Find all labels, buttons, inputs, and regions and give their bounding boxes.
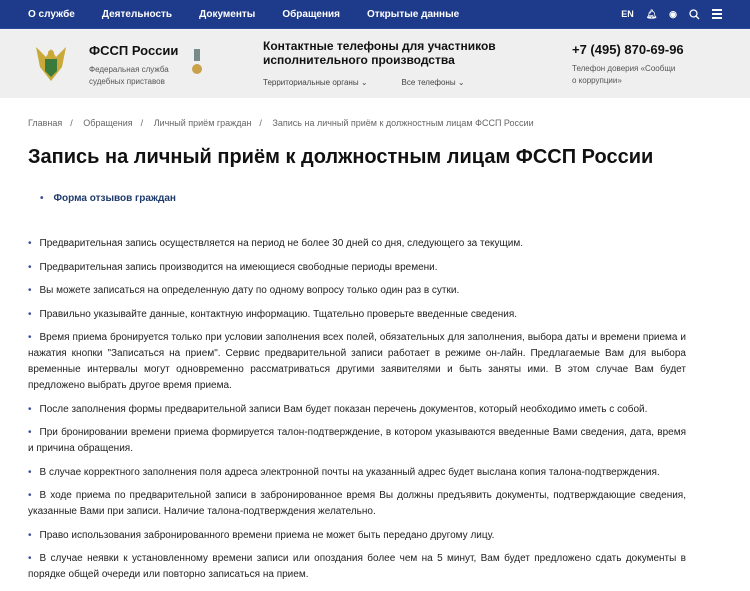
list-item: • В ходе приема по предварительной записи в забронированное время Вы должны предъявить документы, подтверждающие сведения, указанные Вами при записи. Наличие талона-подтверждения желательно.	[28, 488, 686, 520]
list-item: • После заполнения формы предварительной записи Вам будет показан перечень документов, который необходимо иметь с собой.	[28, 402, 686, 418]
menu-icon[interactable]	[712, 9, 722, 19]
feedback-form-link[interactable]: • Форма отзывов граждан	[40, 193, 176, 204]
chevron-down-icon: ⌄	[457, 78, 465, 87]
chevron-down-icon: ⌄	[360, 78, 368, 87]
nav-about[interactable]: О службе	[28, 8, 75, 20]
breadcrumb-home[interactable]: Главная	[28, 118, 63, 128]
org-title[interactable]: ФССП России	[89, 43, 179, 58]
top-nav	[0, 0, 750, 28]
list-item: • Правильно указывайте данные, контактную информацию. Тщательно проверьте введенные сведения.	[28, 307, 686, 323]
list-item: • В случае корректного заполнения поля адреса электронной почты на указанный адрес будет выслана копия талона-подтверждения.	[28, 465, 686, 481]
language-switch[interactable]: EN	[621, 9, 634, 19]
org-subtitle: судебных приставов	[89, 77, 165, 86]
emblem-logo[interactable]	[32, 41, 70, 89]
nav-open-data[interactable]: Открытые данные	[366, 8, 460, 20]
medal-icon	[192, 49, 202, 79]
breadcrumb-current: Запись на личный приём к должностным лицам ФССП России	[272, 118, 534, 128]
all-phones-dropdown[interactable]: Все телефоны ⌄	[401, 78, 465, 87]
list-item: • Предварительная запись осуществляется на период не более 30 дней со дня, следующего за текущим.	[28, 236, 686, 252]
list-item: • Предварительная запись производится на имеющиеся свободные периоды времени.	[28, 260, 686, 276]
contacts-title: Контактные телефоны для участников исполнительного производства	[263, 39, 496, 67]
trust-label: Телефон доверия «Сообщи	[572, 64, 676, 73]
list-item: • В случае неявки к установленному времени записи или опоздания более чем на 5 минут, Вам будет предложено сдать документы в порядке общей очереди или повторно записаться на прием.	[28, 551, 686, 583]
trust-phone[interactable]: +7 (495) 870-69-96	[572, 42, 684, 57]
rules-list	[28, 236, 686, 591]
list-item: • Право использования забронированного времени приема не может быть передано другому лицу.	[28, 528, 686, 544]
list-item: • При бронировании времени приема формируется талон-подтверждение, в котором указываются введенные Вами сведения, дата, время и причина обращения.	[28, 425, 686, 457]
trust-label: о коррупции»	[572, 76, 622, 85]
list-item: • Вы можете записаться на определенную дату по одному вопросу только один раз в сутки.	[28, 283, 686, 299]
list-item: • Время приема бронируется только при условии заполнения всех полей, обязательных для заполнения, выбора даты и времени приема и нажатия кнопки "Записаться на прием". Сервис предварительной записи работает в режиме он-лайн. Предлагаемые Вам для выбора временные интервалы могут одновременно рассматриваться другими заявителями и быть заняты ими. В этом случае Вам будет предложено выбрать другое время приема.	[28, 330, 686, 394]
breadcrumb-reception[interactable]: Личный приём граждан	[153, 118, 252, 128]
site-header	[0, 28, 750, 98]
breadcrumb-appeals[interactable]: Обращения	[83, 118, 133, 128]
bell-icon[interactable]: 🔔︎	[645, 8, 658, 19]
territorial-dropdown[interactable]: Территориальные органы ⌄	[263, 78, 368, 87]
nav-documents[interactable]: Документы	[199, 8, 256, 20]
breadcrumb: Главная / Обращения / Личный приём граждан / Запись на личный приём к должностным лицам ФССП России	[28, 118, 534, 128]
search-icon[interactable]	[689, 9, 700, 20]
nav-appeals[interactable]: Обращения	[282, 8, 340, 20]
page-title: Запись на личный приём к должностным лицам ФССП России	[28, 146, 654, 168]
eye-icon[interactable]: ◉	[669, 8, 677, 19]
org-subtitle: Федеральная служба	[89, 65, 169, 74]
nav-activity[interactable]: Деятельность	[101, 8, 173, 20]
